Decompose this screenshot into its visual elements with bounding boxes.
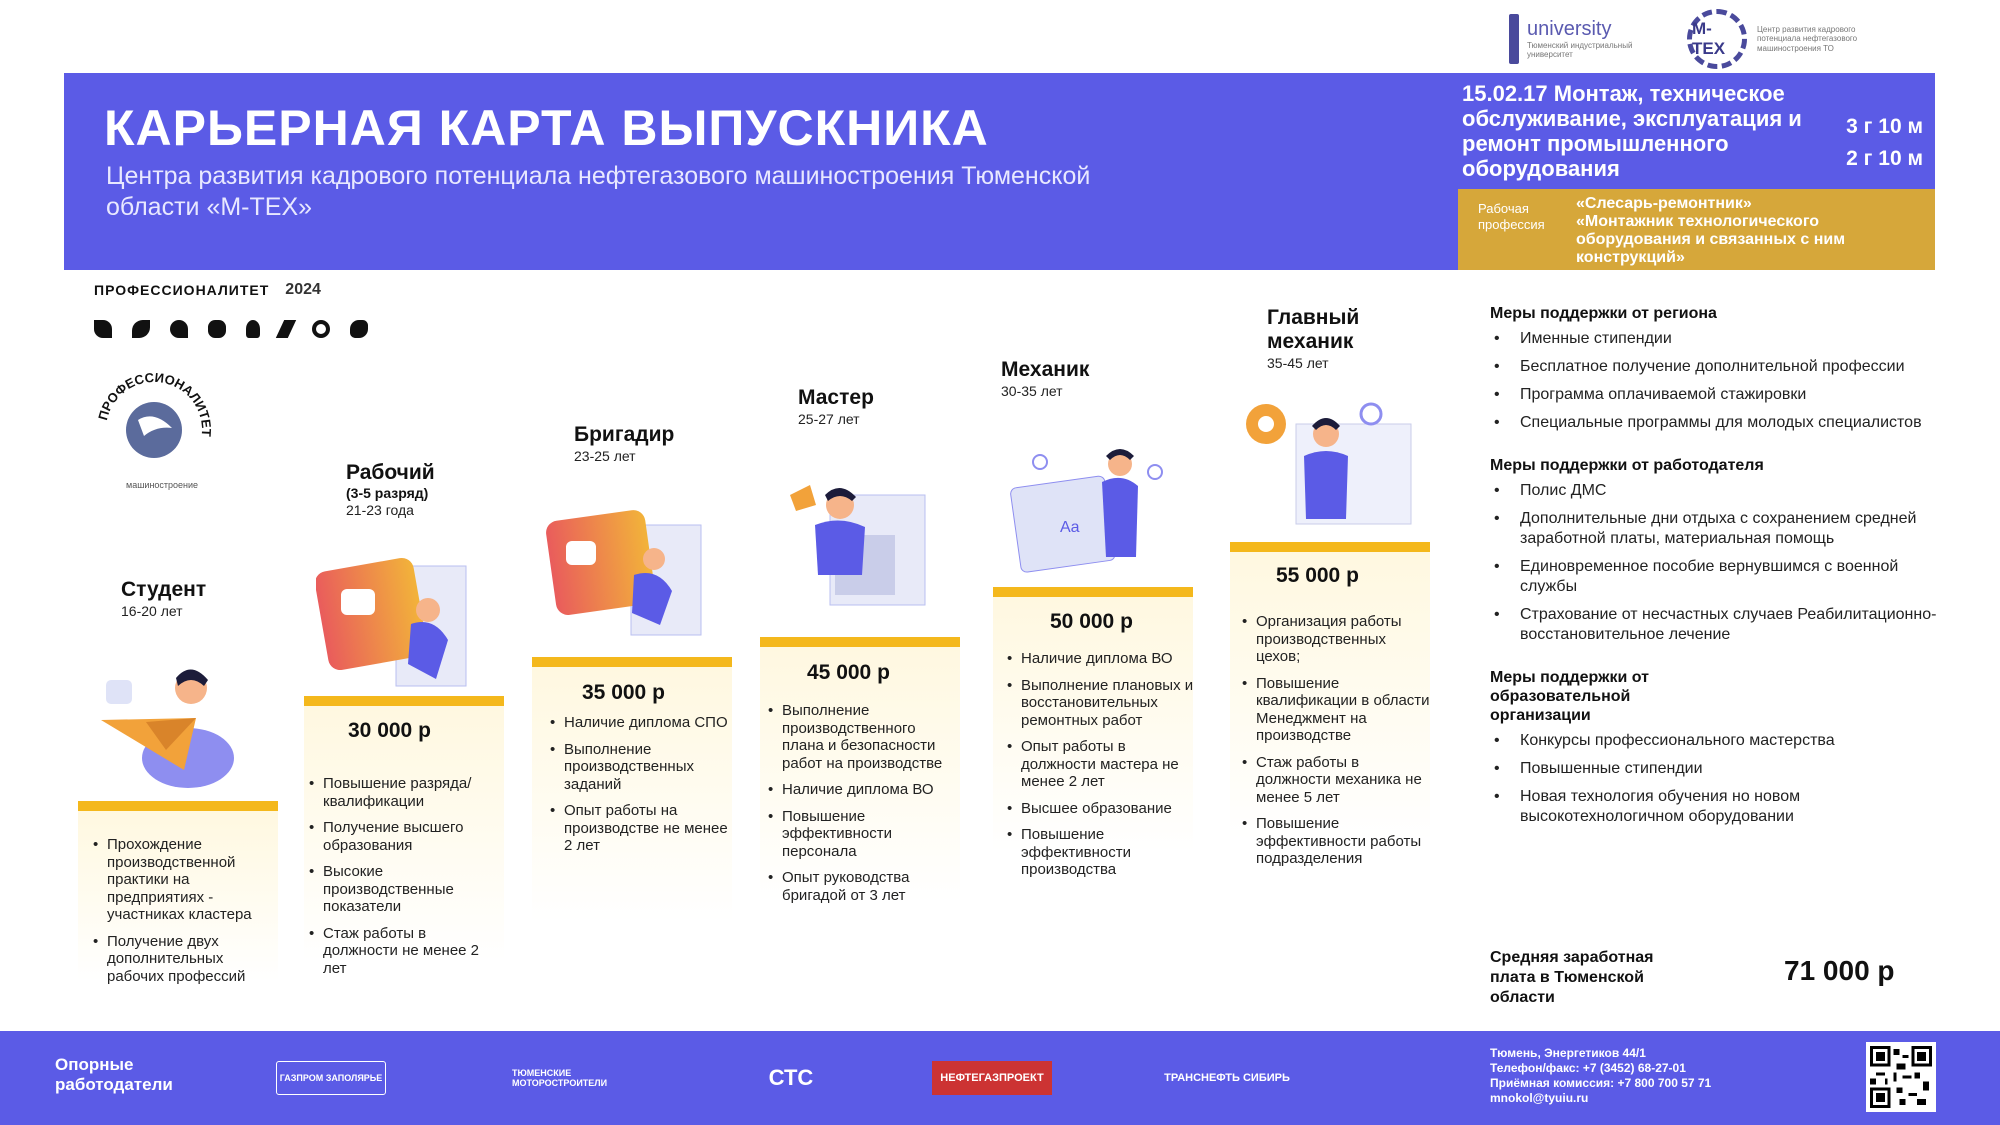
brand-year: 2024 <box>285 281 321 298</box>
brand-ring-icon <box>312 320 330 338</box>
brand-slash-icon <box>276 320 296 338</box>
university-logo <box>1509 14 1637 64</box>
support-edu-title: Меры поддержки от образовательной организации <box>1490 669 1649 724</box>
partner-tmz-logo: ТЮМЕНСКИЕ МОТОРОСТРОИТЕЛИ <box>512 1068 608 1088</box>
stage-bar <box>760 637 960 647</box>
profession-2: «Монтажник технологического оборудования и связанных с ним конструкций» <box>1576 213 1846 266</box>
profession-label: Рабочая профессия <box>1478 201 1545 232</box>
professionalitet-brand <box>94 281 321 299</box>
support-region-title: Меры поддержки от региона <box>1490 305 1717 322</box>
partner-transneft-logo: ТРАНСНЕФТЬ СИБИРЬ <box>1164 1072 1290 1084</box>
requirement-item: • Повышение эффективности персонала <box>768 808 958 861</box>
mechanic-requirements <box>1007 650 1202 888</box>
stage-age: 35-45 лет <box>1267 355 1329 371</box>
stage-salary: 35 000 р <box>582 681 665 704</box>
brand-name: ПРОФЕССИОНАЛИТЕТ <box>94 282 270 298</box>
requirement-item: • Повышение эффективности работы подразделения <box>1242 815 1432 868</box>
support-item: • Специальные программы для молодых специалистов <box>1490 413 1940 433</box>
support-measures <box>1490 304 1940 850</box>
worker-illustration <box>316 544 481 694</box>
profession-1: «Слесарь-ремонтник» <box>1576 195 1752 212</box>
circle-logo-sub: машиностроение <box>126 480 199 490</box>
stage-title: Бригадир <box>574 423 675 446</box>
header-banner <box>64 73 1935 270</box>
support-item: • Полис ДМС <box>1490 481 1940 501</box>
master-illustration <box>770 475 930 615</box>
support-item: • Программа оплачиваемой стажировки <box>1490 385 1940 405</box>
duration-1: 3 г 10 м <box>1846 115 1923 138</box>
mtex-logo-sub: Центр развития кадрового потенциала нефтегазового машиностроения ТО <box>1757 24 1858 53</box>
requirement-item: • Высокие производственные показатели <box>309 863 499 916</box>
requirement-item: • Опыт работы на производстве не менее 2 лет <box>550 802 730 855</box>
stage-mechanic <box>1001 358 1089 399</box>
brand-blob-icon <box>208 320 226 338</box>
support-item: • Единовременное пособие вернувшимся с военной службы <box>1490 557 1940 597</box>
support-item: • Именные стипендии <box>1490 329 1940 349</box>
requirement-item: • Опыт работы в должности мастера не менее 2 лет <box>1007 738 1202 791</box>
support-employer-list <box>1490 481 1940 645</box>
requirement-item: • Выполнение плановых и восстановительных ремонтных работ <box>1007 677 1202 730</box>
stage-age: 25-27 лет <box>798 411 860 427</box>
requirement-item: • Наличие диплома ВО <box>1007 650 1202 668</box>
support-item: • Дополнительные дни отдыха с сохранением средней заработной платы, материальная помощь <box>1490 509 1940 549</box>
requirement-item: • Стаж работы в должности не менее 2 лет <box>309 925 499 978</box>
mtex-logo <box>1687 9 1872 69</box>
specialty-title: 15.02.17 Монтаж, техническое обслуживание, эксплуатация и ремонт промышленного оборудования <box>1462 81 1802 181</box>
requirement-item: • Повышение эффективности производства <box>1007 826 1202 879</box>
contact-email[interactable]: mnokol@tyuiu.ru <box>1490 1091 1589 1105</box>
brand-wave-icon <box>350 320 368 338</box>
support-region-list <box>1490 329 1940 433</box>
stage-brigadier <box>574 423 674 464</box>
stage-bar <box>532 657 732 667</box>
stage-age: 21-23 года <box>346 502 414 518</box>
stage-title: Студент <box>121 578 207 601</box>
stage-bar <box>993 587 1193 597</box>
requirement-item: • Опыт руководства бригадой от 3 лет <box>768 869 958 904</box>
master-requirements <box>768 702 958 913</box>
page-subtitle: Центра развития кадрового потенциала нефтегазового машиностроения Тюменской области «М-ТЕХ» <box>106 162 1091 221</box>
stage-rank: (3-5 разряд) <box>346 485 429 501</box>
requirement-item: • Получение высшего образования <box>309 819 499 854</box>
requirement-item: • Прохождение производственной практики на предприятиях - участниках кластера <box>93 836 273 924</box>
requirement-item: • Повышение квалификации в области Менеджмент на производстве <box>1242 675 1432 745</box>
stage-bar <box>78 801 278 811</box>
student-requirements <box>93 836 273 994</box>
contact-address: Тюмень, Энергетиков 44/1 <box>1490 1046 1646 1060</box>
average-salary-value: 71 000 р <box>1784 955 1895 986</box>
requirement-item: • Выполнение производственных заданий <box>550 741 730 794</box>
professionalitet-circle-logo <box>94 370 214 490</box>
university-logo-sub: Тюменский индустриальный университет <box>1527 40 1633 59</box>
stage-bar <box>1230 542 1430 552</box>
stage-title: Мастер <box>798 386 874 409</box>
requirement-item: • Повышение разряда/ квалификации <box>309 775 499 810</box>
support-item: • Повышенные стипендии <box>1490 759 1940 779</box>
requirement-item: • Выполнение производственного плана и безопасности работ на производстве <box>768 702 958 772</box>
partner-logos <box>1509 8 1872 70</box>
duration-2: 2 г 10 м <box>1846 147 1923 170</box>
student-illustration <box>96 660 246 790</box>
footer <box>0 1031 2000 1125</box>
support-item: • Конкурсы профессионального мастерства <box>1490 731 1940 751</box>
partner-neftegazproekt-logo: НЕФТЕГАЗПРОЕКТ <box>932 1061 1052 1095</box>
brand-shape-icon <box>94 320 112 338</box>
stage-master <box>798 386 874 427</box>
support-item: • Новая технология обучения но новом высокотехнологичном оборудовании <box>1490 787 1940 827</box>
mechanic-illustration <box>1010 442 1175 582</box>
stage-title: Механик <box>1001 358 1090 381</box>
brigadier-requirements <box>550 714 730 864</box>
stage-title: Рабочий <box>346 461 435 484</box>
stage-salary: 45 000 р <box>807 661 890 684</box>
support-item: • Бесплатное получение дополнительной профессии <box>1490 357 1940 377</box>
partner-sts-logo: СТС <box>768 1065 814 1090</box>
requirement-item: • Организация работы производственных цехов; <box>1242 613 1432 666</box>
requirement-item: • Наличие диплома ВО <box>768 781 958 799</box>
requirement-item: • Наличие диплома СПО <box>550 714 730 732</box>
mtex-gear-icon: М-ТЕХ <box>1687 9 1747 69</box>
requirement-item: • Высшее образование <box>1007 800 1202 818</box>
support-edu-list <box>1490 731 1940 827</box>
brand-drop-icon <box>170 320 188 338</box>
contacts <box>1490 1046 1711 1106</box>
university-logo-text: university <box>1527 17 1612 40</box>
support-employer-title: Меры поддержки от работодателя <box>1490 457 1764 474</box>
requirement-item: • Получение двух дополнительных рабочих профессий <box>93 933 273 986</box>
support-item: • Страхование от несчастных случаев Реабилитационно-восстановительное лечение <box>1490 605 1940 645</box>
chief-mechanic-illustration <box>1236 394 1416 529</box>
contact-phone: Телефон/факс: +7 (3452) 68-27-01 <box>1490 1061 1686 1075</box>
stage-age: 30-35 лет <box>1001 383 1063 399</box>
brigadier-illustration <box>546 505 706 645</box>
stage-title: Главный механик <box>1267 306 1360 353</box>
stage-chief-mechanic <box>1267 306 1407 371</box>
stage-salary: 50 000 р <box>1050 610 1133 633</box>
study-durations <box>1846 111 1923 175</box>
brand-bell-icon <box>246 320 260 338</box>
partner-gazprom-logo: ГАЗПРОМ ЗАПОЛЯРЬЕ <box>276 1061 386 1095</box>
stage-salary: 55 000 р <box>1276 564 1359 587</box>
average-salary-label: Средняя заработная плата в Тюменской области <box>1490 949 1654 1006</box>
brand-leaf-icon <box>132 320 150 338</box>
svg-text:Aa: Aa <box>1060 519 1080 536</box>
profession-names <box>1576 195 1906 267</box>
circle-logo-text: ПРОФЕССИОНАЛИТЕТ <box>95 370 214 438</box>
stage-worker <box>346 461 435 518</box>
stage-age: 16-20 лет <box>121 603 183 619</box>
stage-salary: 30 000 р <box>348 719 431 742</box>
chief-mechanic-requirements <box>1242 613 1432 877</box>
profession-box <box>1458 189 1935 270</box>
footer-employers-label: Опорные работодатели <box>55 1055 173 1094</box>
stage-age: 23-25 лет <box>574 448 636 464</box>
contact-admission: Приёмная комиссия: +7 800 700 57 71 <box>1490 1076 1712 1090</box>
stage-student <box>121 578 206 619</box>
page-title: КАРЬЕРНАЯ КАРТА ВЫПУСКНИКА <box>104 100 989 156</box>
brand-icons <box>94 320 368 338</box>
stage-bar <box>304 696 504 706</box>
worker-requirements <box>309 775 499 986</box>
requirement-item: • Стаж работы в должности механика не менее 5 лет <box>1242 754 1432 807</box>
qr-code[interactable] <box>1866 1042 1936 1112</box>
